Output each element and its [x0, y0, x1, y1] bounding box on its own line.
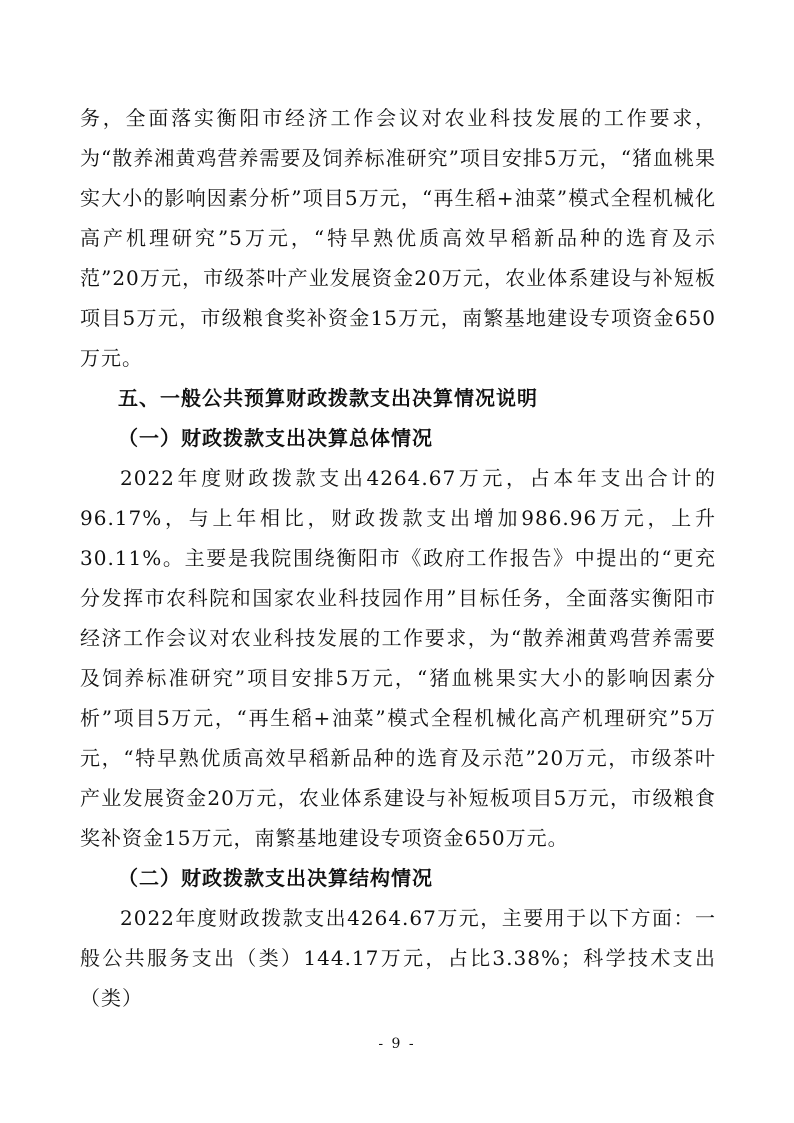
paragraph-expenditure-structure: 2022年度财政拨款支出4264.67万元，主要用于以下方面：一般公共服务支出（类）144.17万元，占比3.38%；科学技术支出（类）: [80, 906, 716, 1010]
page-number: - 9 -: [378, 1036, 416, 1052]
paragraph-continuation: 务，全面落实衡阳市经济工作会议对农业科技发展的工作要求，为“散养湘黄鸡营养需要及饲养标准研究”项目安排5万元，“猪血桃果实大小的影响因素分析”项目5万元，“再生稻+油菜”模式全程机械化高产机理研究”5万元，“特早熟优质高效早稻新品种的选育及示范”20万元，市级茶叶产业发展资金20万元，农业体系建设与补短板项目5万元，市级粮食奖补资金15万元，南繁基地建设专项资金650万元。: [80, 106, 716, 370]
paragraph-overall-expenditure: 2022年度财政拨款支出4264.67万元，占本年支出合计的96.17%，与上年相比，财政拨款支出增加986.96万元，上升30.11%。主要是我院围绕衡阳市《政府工作报告》中提出的“更充分发挥市农科院和国家农业科技园作用”目标任务，全面落实衡阳市经济工作会议对农业科技发展的工作要求，为“散养湘黄鸡营养需要及饲养标准研究”项目安排5万元，“猪血桃果实大小的影响因素分析”项目5万元，“再生稻+油菜”模式全程机械化高产机理研究”5万元，“特早熟优质高效早稻新品种的选育及示范”20万元，市级茶叶产业发展资金20万元，农业体系建设与补短板项目5万元，市级粮食奖补资金15万元，南繁基地建设专项资金650万元。: [80, 466, 716, 850]
subsection-heading-1: （一）财政拨款支出决算总体情况: [118, 426, 433, 450]
subsection-heading-2: （二）财政拨款支出决算结构情况: [118, 866, 433, 890]
document-body: [80, 98, 716, 1018]
section-heading-5: 五、一般公共预算财政拨款支出决算情况说明: [118, 386, 538, 410]
